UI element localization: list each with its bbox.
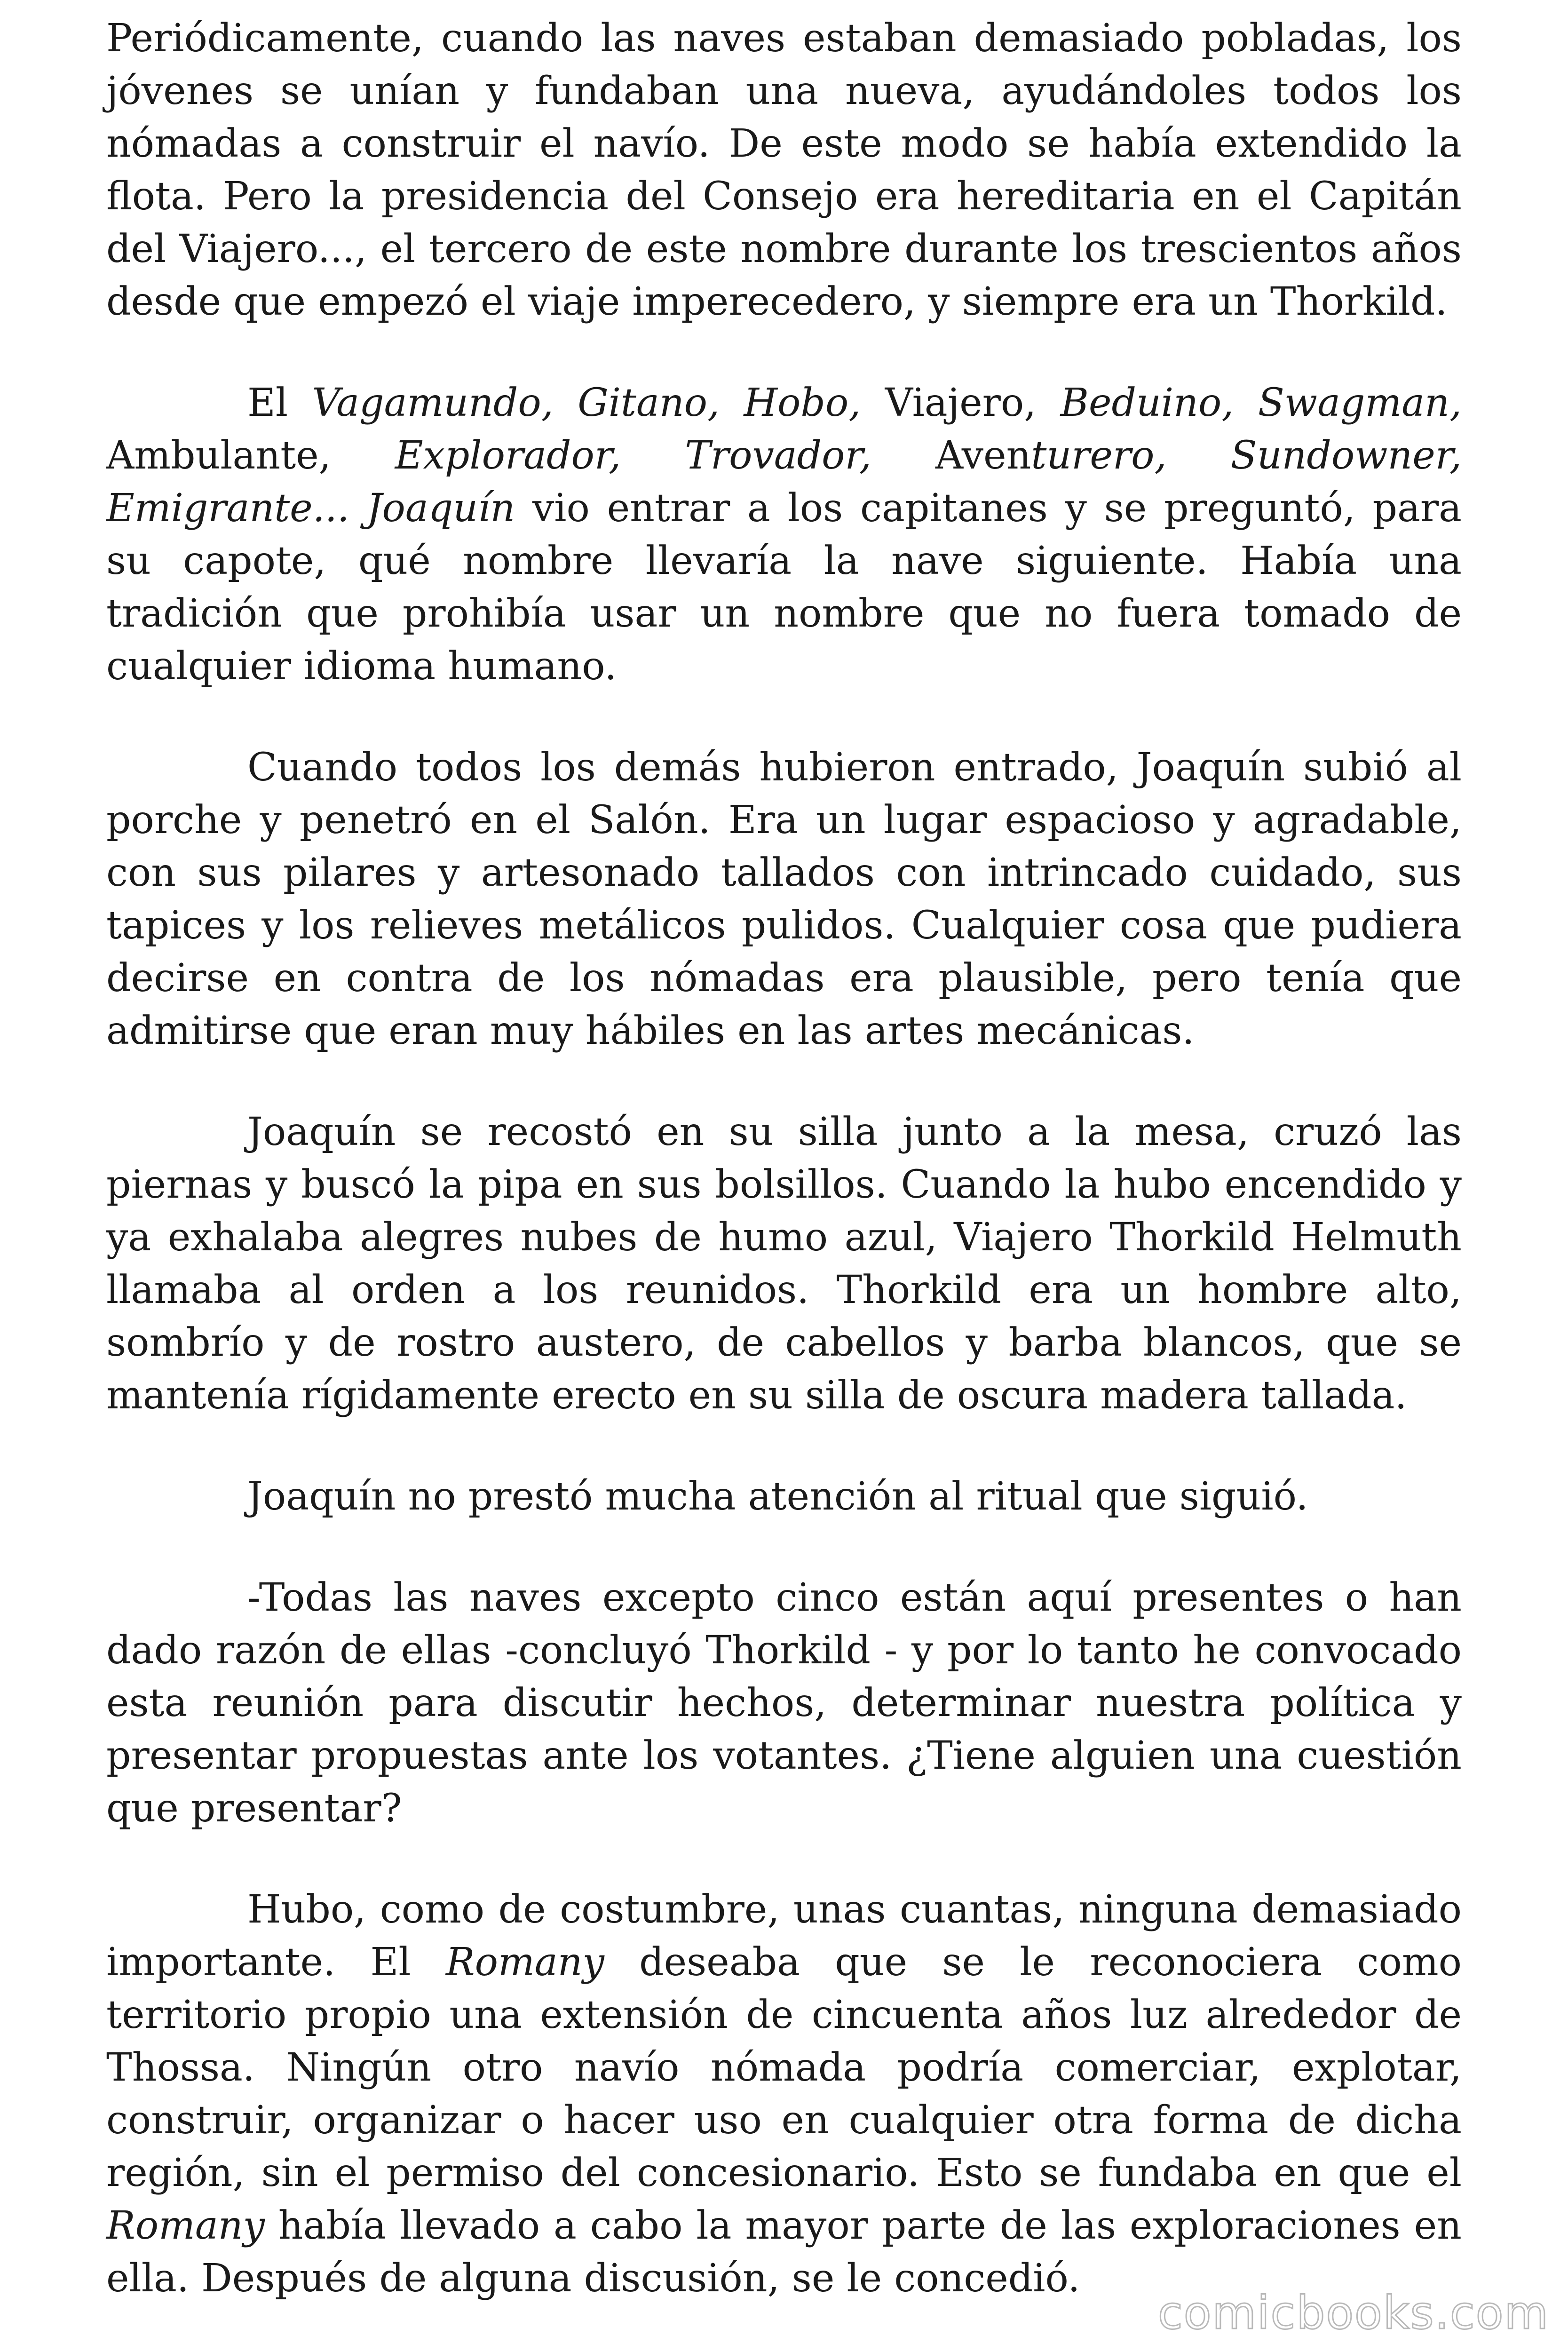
text-run: Viajero, (861, 381, 1061, 425)
italic-run: Romany (445, 1940, 604, 1985)
text-run: Aven (871, 433, 1031, 478)
paragraph-1 (106, 12, 1462, 328)
watermark: comicbooks.com (1157, 2287, 1549, 2339)
text-run: vio entrar a los capitanes y se preguntó, para su capote, qué nombre llevaría la nave siguiente. Había una tradición que prohibía usar un nombre que no fuera tomado de cualquier idioma humano. (106, 486, 1462, 689)
text-run: Periódicamente, cuando las naves estaban demasiado pobladas, los jóvenes se unían y fundaban una nueva, ayudándoles todos los nómadas a construir el navío. De este modo se había extendido la flota. Pero la presidencia del Consejo era hereditaria en el Capitán del Viajero..., el tercero de este nombre durante los trescientos años desde que empezó el viaje imperecedero, y siempre era un Thorkild. (106, 16, 1462, 324)
text-run: El (247, 381, 312, 425)
paragraph-7 (106, 1883, 1462, 2305)
paragraph-3 (106, 741, 1462, 1057)
text-run: Cuando todos los demás hubieron entrado, Joaquín subió al porche y penetró en el Salón. Era un lugar espacioso y agradable, con sus pilares y artesonado tallados con intrincado cuidado, sus tapices y los relieves metálicos pulidos. Cualquier cosa que pudiera decirse en contra de los nómadas era plausible, pero tenía que admitirse que eran muy hábiles en las artes mecánicas. (106, 745, 1462, 1053)
paragraph-5 (106, 1470, 1462, 1523)
text-run: -Todas las naves excepto cinco están aquí presentes o han dado razón de ellas -concluyó Thorkild - y por lo tanto he convocado esta reunión para discutir hechos, determinar nuestra política y presentar propuestas ante los votantes. ¿Tiene alguien una cuestión que presentar? (106, 1575, 1462, 1831)
paragraph-4 (106, 1106, 1462, 1422)
text-run: Ambulante, (106, 433, 395, 478)
italic-run: Romany (106, 2203, 265, 2248)
text-run: Joaquín no prestó mucha atención al ritual que siguió. (247, 1474, 1308, 1519)
italic-run: Vagamundo, Gitano, Hobo, (312, 381, 861, 425)
text-run: había llevado a cabo la mayor parte de las exploraciones en ella. Después de alguna discusión, se le concedió. (106, 2203, 1462, 2301)
italic-run: Explorador, Trovador, (395, 433, 871, 478)
paragraph-6 (106, 1572, 1462, 1835)
book-page (106, 12, 1462, 2352)
text-run: Hubo, como de costumbre, unas cuantas, ninguna demasiado importante. El (106, 1887, 1462, 1985)
italic-run: Beduino, Swagman, (1060, 381, 1462, 425)
italic-run: turero, Sundowner, Emigrante... Joaquín (106, 433, 1462, 531)
text-run: deseaba que se le reconociera como territorio propio una extensión de cincuenta años luz alrededor de Thossa. Ningún otro navío nómada podría comerciar, explotar, construir, organizar o hacer uso en cualquier otra forma de dicha región, sin el permiso del concesionario. Esto se fundaba en que el (106, 1940, 1462, 2195)
paragraph-2 (106, 377, 1462, 693)
text-run: Joaquín se recostó en su silla junto a la mesa, cruzó las piernas y buscó la pipa en sus bolsillos. Cuando la hubo encendido y ya exhalaba alegres nubes de humo azul, Viajero Thorkild Helmuth llamaba al orden a los reunidos. Thorkild era un hombre alto, sombrío y de rostro austero, de cabellos y barba blancos, que se mantenía rígidamente erecto en su silla de oscura madera tallada. (106, 1110, 1462, 1418)
